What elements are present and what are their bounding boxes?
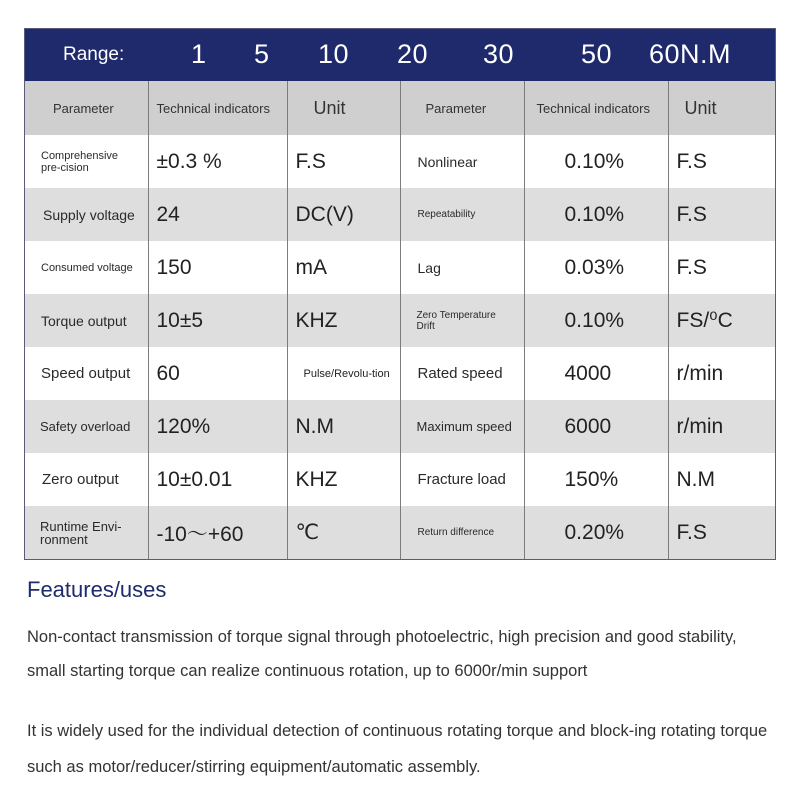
range-label: Range: [63, 44, 125, 65]
unit-value: FS/⁰C [668, 294, 775, 347]
parameter-name: Safety overload [25, 400, 148, 453]
header-technical-indicators: Technical indicators [524, 81, 668, 135]
table-row [25, 241, 775, 294]
technical-value: 0.10% [524, 188, 668, 241]
technical-value: 60 [148, 347, 287, 400]
unit-value: ℃ [287, 506, 400, 559]
technical-value: 0.10% [524, 135, 668, 188]
technical-value: 120% [148, 400, 287, 453]
unit-value: F.S [668, 506, 775, 559]
unit-value: N.M [287, 400, 400, 453]
parameter-name: Zero output [25, 453, 148, 506]
technical-value: 10±5 [148, 294, 287, 347]
technical-value: 150 [148, 241, 287, 294]
parameter-name: Zero Temperature Drift [400, 294, 524, 347]
header-parameter: Parameter [25, 81, 148, 135]
parameter-name: Rated speed [400, 347, 524, 400]
unit-value: KHZ [287, 453, 400, 506]
header-parameter: Parameter [400, 81, 524, 135]
technical-value: 150% [524, 453, 668, 506]
features-paragraph-2: It is widely used for the individual detection of continuous rotating torque and block-ing rotating torque such as motor/reducer/stirring equipment/automatic assembly. [27, 722, 768, 776]
unit-value: F.S [668, 241, 775, 294]
range-value: 20 [397, 39, 429, 69]
unit-value: r/min [668, 347, 775, 400]
parameter-name: Fracture load [400, 453, 524, 506]
header-row [25, 81, 775, 135]
parameter-name: Lag [400, 241, 524, 294]
table-row [25, 294, 775, 347]
technical-value: ±0.3 % [148, 135, 287, 188]
technical-value: 0.20% [524, 506, 668, 559]
features-paragraph-1: Non-contact transmission of torque signal through photoelectric, high precision and good stability, small starting torque can realize continuous rotation, up to 6000r/min support [27, 628, 737, 680]
parameter-name: Nonlinear [400, 135, 524, 188]
parameter-name: Comprehensive pre-cision [25, 135, 148, 188]
unit-value: F.S [668, 135, 775, 188]
table-row [25, 347, 775, 400]
technical-value: 6000 [524, 400, 668, 453]
unit-value: N.M [668, 453, 775, 506]
table-row [25, 400, 775, 453]
unit-value: r/min [668, 400, 775, 453]
parameter-name: Maximum speed [400, 400, 524, 453]
unit-value: DC(V) [287, 188, 400, 241]
parameter-name: Return difference [400, 506, 524, 559]
features-title: Features/uses [27, 577, 167, 602]
range-value: 1 [191, 39, 207, 69]
parameter-name: Speed output [25, 347, 148, 400]
table-row [25, 453, 775, 506]
parameter-name: Torque output [25, 294, 148, 347]
technical-value: 4000 [524, 347, 668, 400]
range-value: 5 [254, 39, 270, 69]
technical-value: 0.03% [524, 241, 668, 294]
technical-value: 24 [148, 188, 287, 241]
range-bar [25, 29, 775, 81]
unit-value: KHZ [287, 294, 400, 347]
range-value: 50 [581, 39, 613, 69]
parameter-name: Consumed voltage [25, 241, 148, 294]
header-unit: Unit [287, 81, 400, 135]
technical-value: 10±0.01 [148, 453, 287, 506]
unit-value: F.S [287, 135, 400, 188]
unit-value: Pulse/Revolu-tion [287, 347, 400, 400]
table-row [25, 188, 775, 241]
parameter-name: Supply voltage [25, 188, 148, 241]
unit-value: mA [287, 241, 400, 294]
table-row [25, 506, 775, 559]
unit-value: F.S [668, 188, 775, 241]
range-value: 10 [318, 39, 350, 69]
parameter-name: Runtime Envi-ronment [25, 506, 148, 559]
parameter-name: Repeatability [400, 188, 524, 241]
table-row [25, 135, 775, 188]
range-value: 30 [483, 39, 515, 69]
header-technical-indicators: Technical indicators [148, 81, 287, 135]
header-unit: Unit [668, 81, 775, 135]
spec-table [24, 28, 776, 560]
parameter-grid [25, 81, 775, 559]
range-value: 60N.M [649, 39, 732, 69]
technical-value: 0.10% [524, 294, 668, 347]
technical-value: -10～+60 [148, 506, 287, 559]
